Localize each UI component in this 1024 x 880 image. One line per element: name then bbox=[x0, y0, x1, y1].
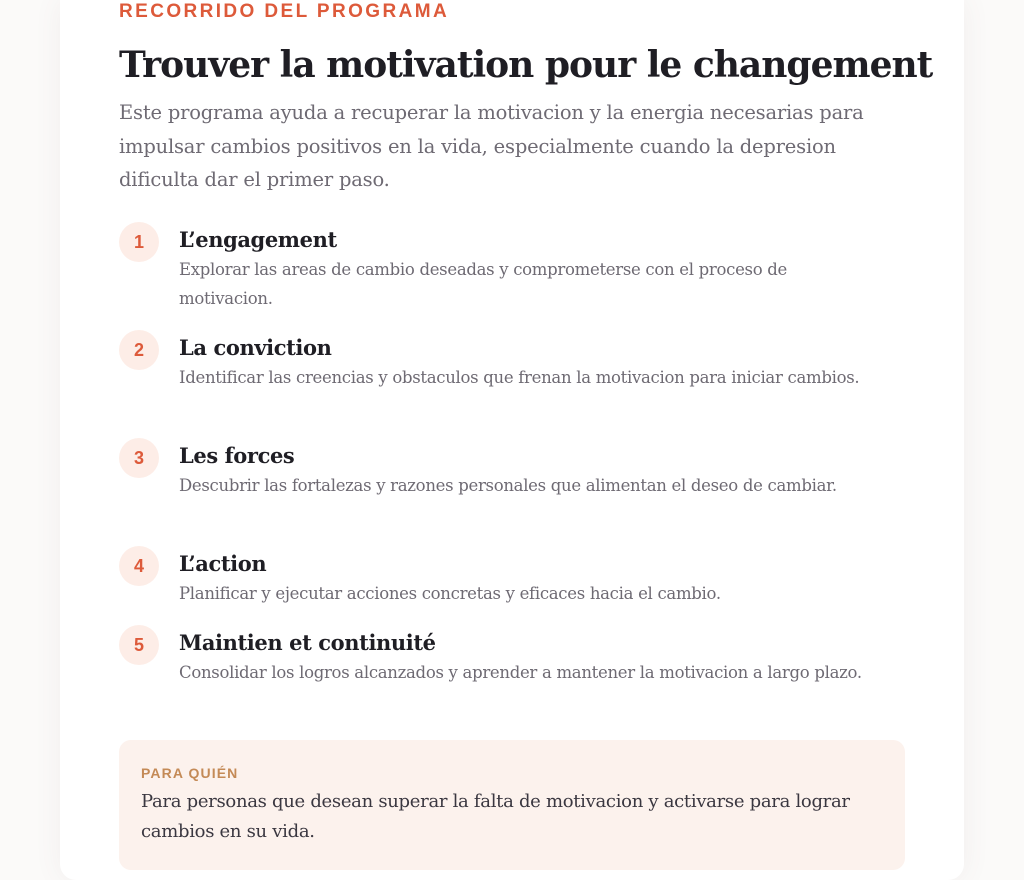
step-number-badge: 4 bbox=[119, 546, 159, 586]
step-number-badge: 3 bbox=[119, 438, 159, 478]
step-description: Identificar las creencias y obstaculos que frenan la motivacion para iniciar cambios. bbox=[179, 368, 860, 387]
program-step bbox=[119, 546, 919, 625]
audience-callout bbox=[119, 740, 905, 870]
program-title: Trouver la motivation pour le changement bbox=[119, 44, 933, 86]
step-title: L’action bbox=[179, 551, 267, 576]
audience-label: PARA QUIÉN bbox=[141, 765, 239, 781]
program-card bbox=[60, 0, 964, 880]
step-title: La conviction bbox=[179, 335, 332, 360]
step-title: L’engagement bbox=[179, 227, 337, 252]
section-eyebrow: RECORRIDO DEL PROGRAMA bbox=[119, 1, 450, 22]
step-title: Les forces bbox=[179, 443, 295, 468]
step-description: Descubrir las fortalezas y razones personales que alimentan el deseo de cambiar. bbox=[179, 476, 837, 495]
step-description: Explorar las areas de cambio deseadas y comprometerse con el proceso de motivacion. bbox=[179, 260, 788, 308]
program-intro: Este programa ayuda a recuperar la motivacion y la energia necesarias para impulsar cambios positivos en la vida, especialmente cuando la depresion dificulta dar el primer paso. bbox=[119, 101, 864, 191]
step-title: Maintien et continuité bbox=[179, 630, 436, 655]
step-number-badge: 5 bbox=[119, 625, 159, 665]
step-description: Planificar y ejecutar acciones concretas y eficaces hacia el cambio. bbox=[179, 584, 721, 603]
program-steps-list bbox=[119, 222, 919, 733]
program-step bbox=[119, 222, 919, 330]
program-step bbox=[119, 625, 919, 733]
program-step bbox=[119, 330, 919, 438]
step-number-badge: 2 bbox=[119, 330, 159, 370]
program-step bbox=[119, 438, 919, 546]
step-description: Consolidar los logros alcanzados y aprender a mantener la motivacion a largo plazo. bbox=[179, 663, 862, 682]
audience-text: Para personas que desean superar la falta de motivacion y activarse para lograr cambios en su vida. bbox=[141, 791, 850, 842]
step-number-badge: 1 bbox=[119, 222, 159, 262]
